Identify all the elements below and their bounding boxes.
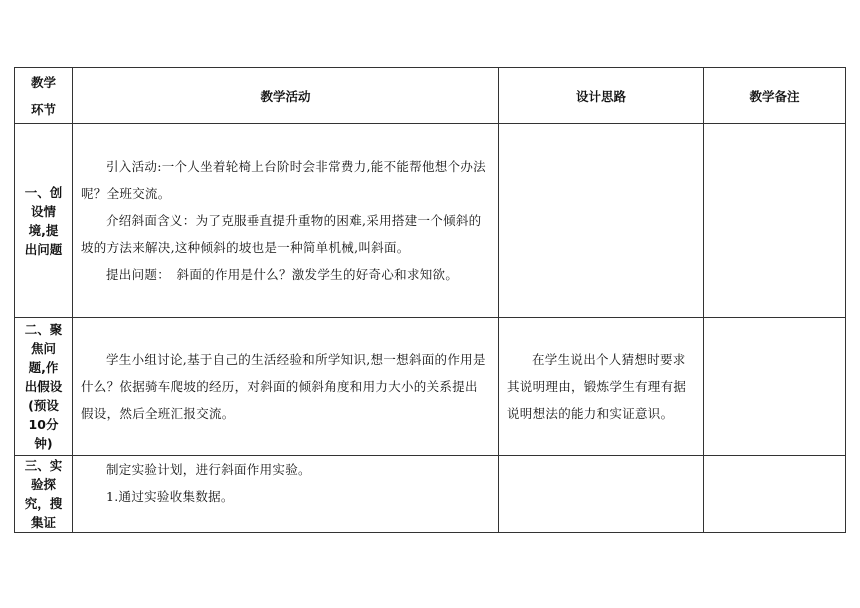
table-row	[15, 456, 846, 533]
stage-cell	[15, 456, 73, 533]
activity-cell	[73, 318, 499, 456]
header-row	[15, 68, 846, 124]
activity-paragraph: 1.通过实验收集数据。	[106, 489, 234, 504]
stage-line: 题,作	[28, 360, 59, 375]
activity-paragraph: 学生小组讨论,基于自己的生活经验和所学知识,想一想斜面的作用是什么？依据骑车爬坡的经历，对斜面的倾斜角度和用力大小的关系提出假设，然后全班汇报交流。	[81, 352, 486, 421]
stage-cell	[15, 124, 73, 318]
header-stage	[15, 68, 73, 124]
stage-line: 三、实	[24, 458, 63, 473]
stage-line: 验探	[30, 477, 56, 492]
stage-line: 二、聚	[24, 322, 63, 337]
stage-line: 境,提	[28, 222, 59, 238]
notes-cell	[704, 456, 846, 533]
activity-cell	[73, 124, 499, 318]
header-design: 设计思路	[499, 68, 704, 124]
notes-cell	[704, 124, 846, 318]
stage-line: 究，搜	[24, 496, 63, 511]
stage-line: 焦问	[30, 341, 56, 356]
stage-line: 一、创	[24, 184, 63, 200]
activity-paragraph: 介绍斜面含义：为了克服垂直提升重物的困难,采用搭建一个倾斜的坡的方法来解决,这种倾斜的坡也是一种简单机械,叫斜面。	[81, 213, 482, 255]
stage-line: 设情	[30, 203, 56, 219]
header-activity: 教学活动	[73, 68, 499, 124]
header-stage-line: 环节	[30, 101, 56, 117]
design-cell	[499, 456, 704, 533]
table-row	[15, 124, 846, 318]
stage-line: 10分	[28, 417, 59, 432]
notes-cell	[704, 318, 846, 456]
activity-cell	[73, 456, 499, 533]
stage-line: 出假设	[24, 379, 63, 394]
design-cell	[499, 318, 704, 456]
stage-line: (预设	[28, 398, 59, 413]
stage-line: 出问题	[24, 241, 63, 257]
header-notes: 教学备注	[704, 68, 846, 124]
design-paragraph: 在学生说出个人猜想时要求其说明理由，锻炼学生有理有据说明想法的能力和实证意识。	[507, 352, 687, 421]
design-cell	[499, 124, 704, 318]
stage-line: 钟)	[34, 436, 53, 451]
activity-paragraph: 提出问题： 斜面的作用是什么？激发学生的好奇心和求知欲。	[106, 267, 459, 282]
header-stage-line: 教学	[30, 74, 56, 90]
activity-paragraph: 引入活动:一个人坐着轮椅上台阶时会非常费力,能不能帮他想个办法呢？全班交流。	[81, 159, 486, 201]
table-row	[15, 318, 846, 456]
stage-cell	[15, 318, 73, 456]
lesson-plan-table	[14, 67, 846, 533]
activity-paragraph: 制定实验计划，进行斜面作用实验。	[106, 462, 311, 477]
stage-line: 集证	[30, 515, 56, 530]
